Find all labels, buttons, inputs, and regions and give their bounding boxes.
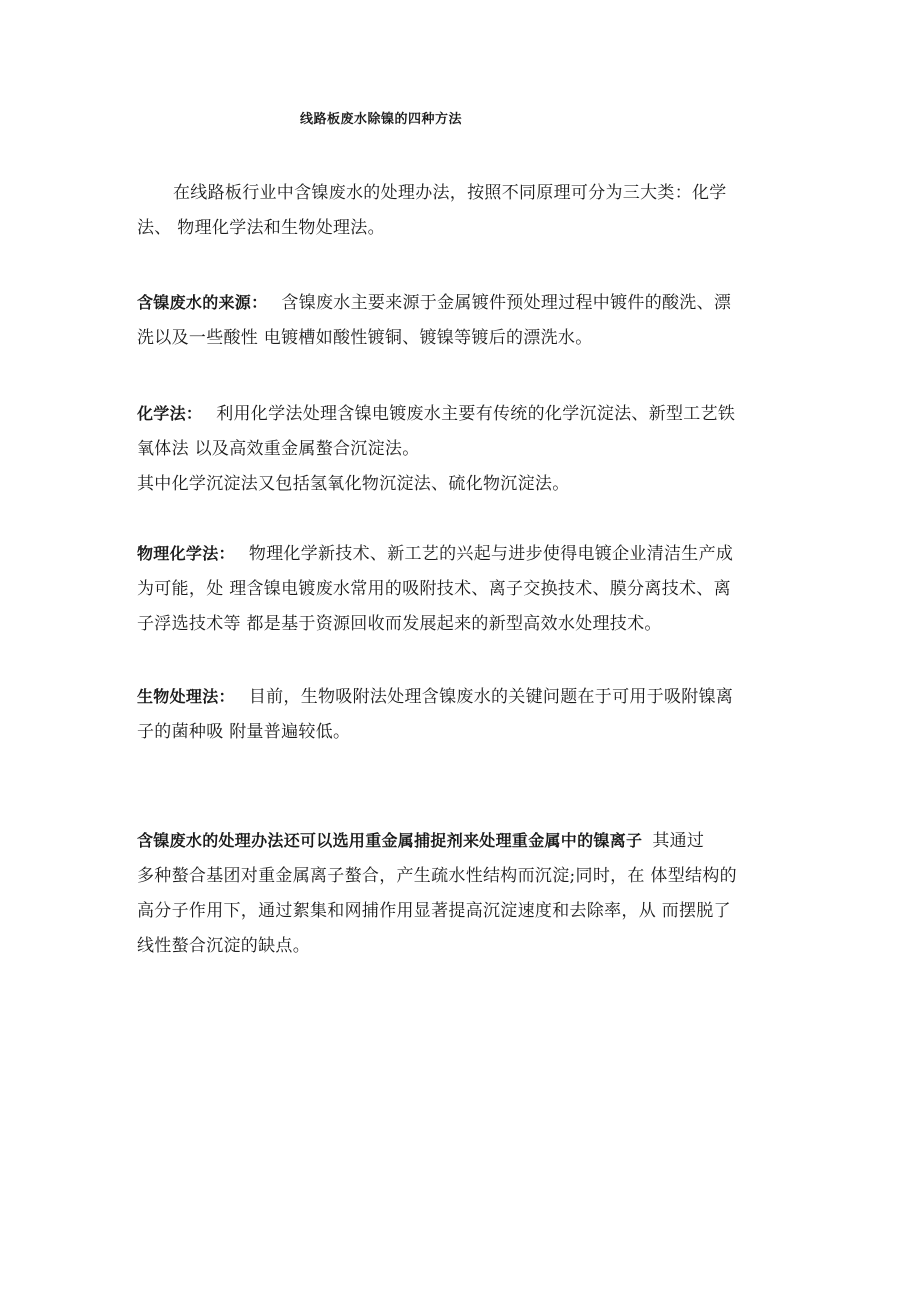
extra-line: 多种螯合基团对重金属离子螯合，产生疏水性结构而沉淀;同时，在 体型结构的 <box>137 866 737 886</box>
chemical-line: 利用化学法处理含镍电镀废水主要有传统的化学沉淀法、新型工艺铁 <box>216 404 736 424</box>
biological-paragraph <box>137 679 787 750</box>
extra-line: 其通过 <box>652 831 705 851</box>
extra-paragraph <box>137 823 787 964</box>
document-title: 线路板废水除镍的四种方法 <box>300 112 463 127</box>
chemical-heading: 化学法： <box>137 404 203 423</box>
physchem-paragraph <box>137 536 787 642</box>
intro-line: 在线路板行业中含镍废水的处理办法，按照不同原理可分为三大类：化学 <box>173 183 727 203</box>
physchem-heading: 物理化学法： <box>137 544 235 563</box>
extra-line: 高分子作用下，通过絮集和网捕作用显著提高沉淀速度和去除率，从 而摆脱了 <box>137 901 731 921</box>
physchem-line: 为可能，处 理含镍电镀废水常用的吸附技术、离子交换技术、膜分离技术、离 <box>137 579 731 599</box>
intro-paragraph <box>137 176 787 246</box>
physchem-first-line <box>137 536 787 572</box>
physchem-line: 子浮选技术等 都是基于资源回收而发展起来的新型高效水处理技术。 <box>137 614 662 634</box>
biological-line: 子的菌种吸 附量普遍较低。 <box>137 722 351 742</box>
source-heading: 含镍废水的来源： <box>137 293 268 312</box>
biological-line: 目前，生物吸附法处理含镍废水的关键问题在于可用于吸附镍离 <box>248 687 734 707</box>
intro-line: 法、 物理化学法和生物处理法。 <box>137 218 385 238</box>
extra-line: 线性螯合沉淀的缺点。 <box>137 936 310 956</box>
chemical-first-line <box>137 396 787 432</box>
biological-first-line <box>137 679 787 715</box>
chemical-line: 氧体法 以及高效重金属螯合沉淀法。 <box>137 439 420 459</box>
source-paragraph <box>137 285 787 356</box>
biological-heading: 生物处理法： <box>137 687 235 706</box>
extra-heading: 含镍废水的处理办法还可以选用重金属捕捉剂来处理重金属中的镍离子 <box>137 831 643 850</box>
source-line: 含镍废水主要来源于金属镀件预处理过程中镀件的酸洗、漂 <box>281 293 732 313</box>
physchem-line: 物理化学新技术、新工艺的兴起与进步使得电镀企业清洁生产成 <box>248 544 734 564</box>
source-line: 洗以及一些酸性 电镀槽如酸性镀铜、镀镍等镀后的漂洗水。 <box>137 328 593 348</box>
source-first-line <box>137 285 787 321</box>
chemical-line: 其中化学沉淀法又包括氢氧化物沉淀法、硫化物沉淀法。 <box>137 474 570 494</box>
chemical-paragraph <box>137 396 787 502</box>
extra-first-line <box>137 823 787 859</box>
